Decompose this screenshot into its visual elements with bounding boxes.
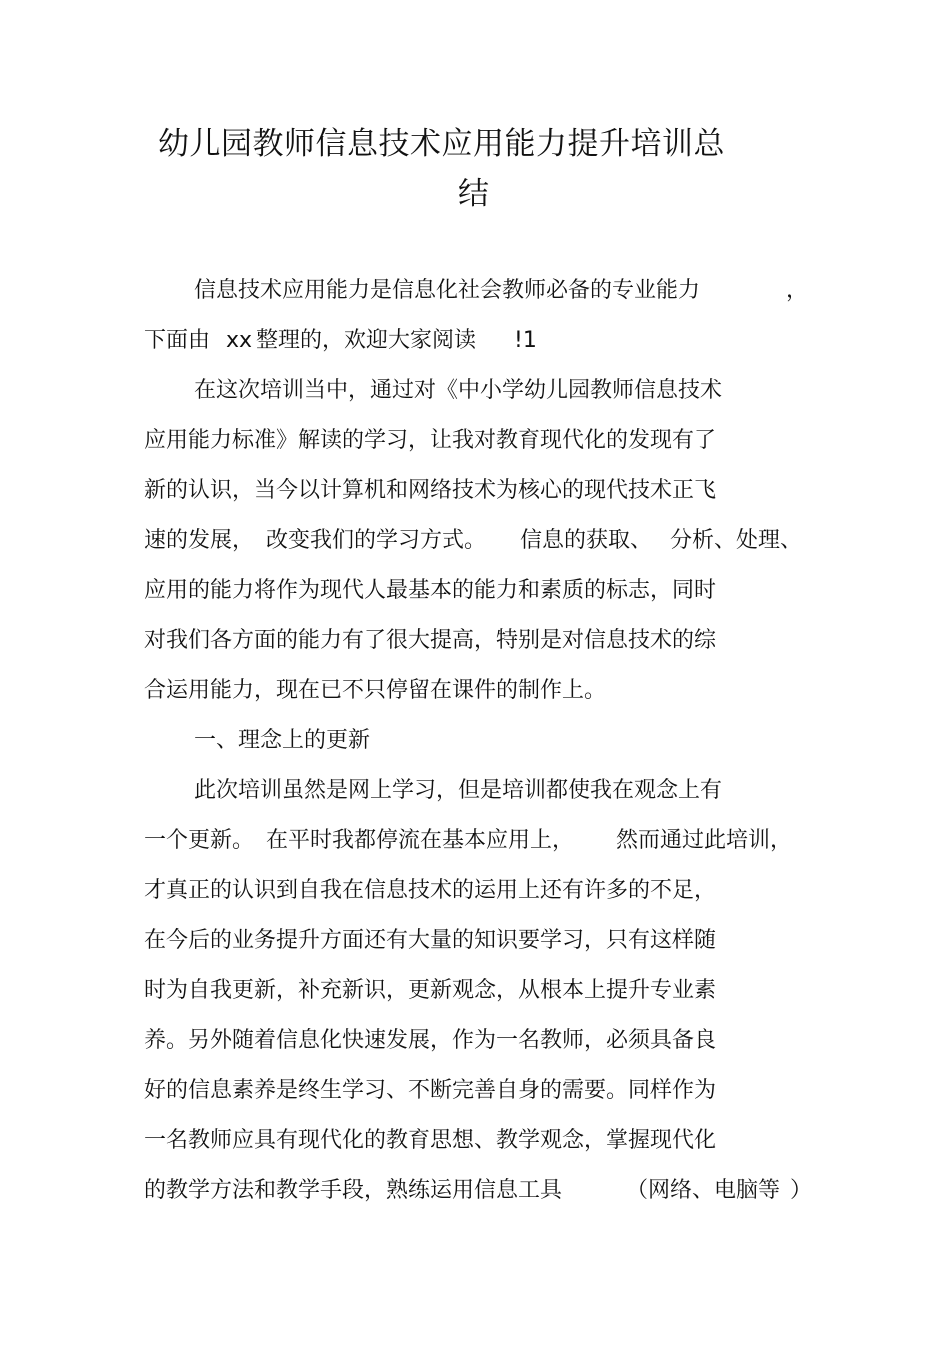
text-segment: （网络、电脑等 <box>626 1178 781 1203</box>
body-line: 此次培训虽然是网上学习，但是培训都使我在观念上有 <box>194 778 723 803</box>
text-segment: xx <box>226 328 253 353</box>
text-segment: 然而通过此培训， <box>616 828 793 853</box>
text-segment: 整理的，欢迎大家阅读 <box>256 328 477 353</box>
text-segment: 一个更新。 <box>144 828 255 853</box>
text-segment: 在平时我都停流在基本应用上， <box>266 828 575 853</box>
body-line: 在今后的业务提升方面还有大量的知识要学习，只有这样随 <box>144 928 717 953</box>
body-line: 应用的能力将作为现代人最基本的能力和素质的标志，同时 <box>144 578 717 603</box>
text-segment: 信息的获取、 <box>520 528 653 553</box>
body-line: 养。另外随着信息化快速发展，作为一名教师，必须具备良 <box>144 1028 717 1053</box>
text-segment: 的教学方法和教学手段，熟练运用信息工具 <box>144 1178 563 1203</box>
body-line: 合运用能力，现在已不只停留在课件的制作上。 <box>144 678 607 703</box>
section-heading: 一、理念上的更新 <box>194 728 371 753</box>
body-line: 好的信息素养是终生学习、不断完善自身的需要。同样作为 <box>144 1078 717 1103</box>
text-segment: 改变我们的学习方式。 <box>266 528 487 553</box>
text-segment: 速的发展， <box>144 528 255 553</box>
body-line: 对我们各方面的能力有了很大提高，特别是对信息技术的综 <box>144 628 717 653</box>
text-segment: 下面由 <box>144 328 211 353</box>
text-segment: ， <box>786 278 809 303</box>
text-segment: !1 <box>514 328 537 353</box>
body-line: 在这次培训当中，通过对《中小学幼儿园教师信息技术 <box>194 378 723 403</box>
body-line: 新的认识，当今以计算机和网络技术为核心的现代技术正飞 <box>144 478 717 503</box>
document-title-line-2: 结 <box>458 176 490 212</box>
body-line: 才真正的认识到自我在信息技术的运用上还有许多的不足， <box>144 878 717 903</box>
body-line: 时为自我更新，补充新识，更新观念，从根本上提升专业素 <box>144 978 717 1003</box>
text-segment: ） <box>790 1178 813 1203</box>
document-title-line-1: 幼儿园教师信息技术应用能力提升培训总 <box>158 126 725 162</box>
body-line: 应用能力标准》解读的学习，让我对教育现代化的发现有了 <box>144 428 717 453</box>
text-segment: 分析、处理、 <box>670 528 803 553</box>
text-segment: 信息技术应用能力是信息化社会教师必备的专业能力 <box>194 278 701 303</box>
body-line: 一名教师应具有现代化的教育思想、教学观念，掌握现代化 <box>144 1128 717 1153</box>
